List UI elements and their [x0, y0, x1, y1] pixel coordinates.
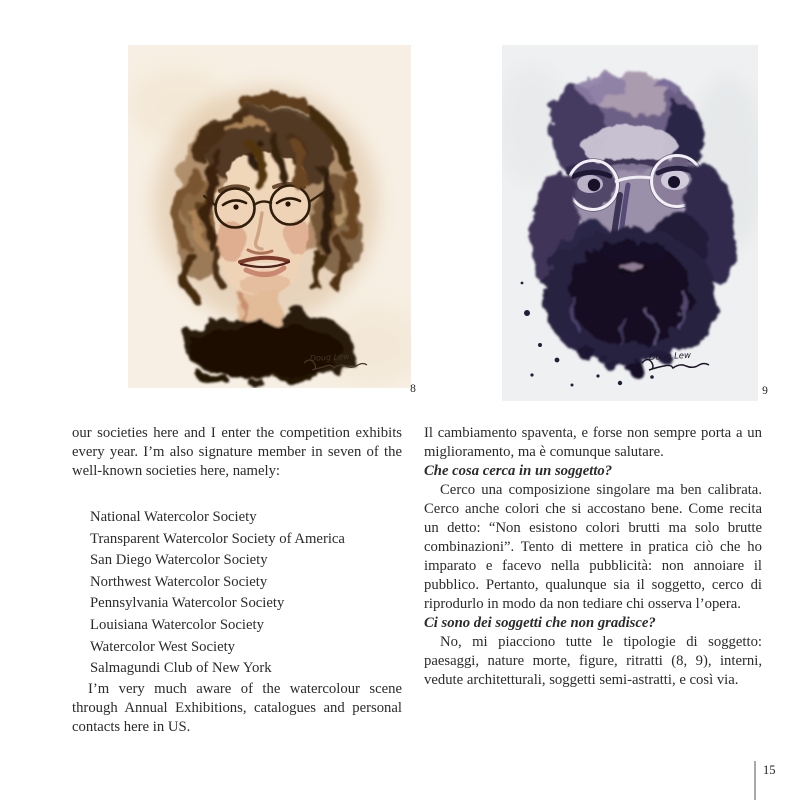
paragraph-change: Il cambiamento spaventa, e forse non sempre porta a un miglioramento, ma è comunque salutare.	[424, 425, 762, 460]
interview-question-2: Ci sono dei soggetti che non gradisce?	[424, 615, 656, 631]
page-number: 15	[763, 763, 776, 777]
paragraph-awareness: I’m very much aware of the watercolour scene through Annual Exhibitions, catalogues and personal contacts here in US.	[72, 680, 402, 735]
left-text-column	[72, 424, 402, 737]
watercolor-portrait-8	[128, 45, 411, 388]
list-item: Watercolor West Society	[90, 638, 236, 655]
list-item: Transparent Watercolor Society of America	[90, 530, 345, 547]
interview-answer-1: Cerco una composizione singolare ma ben calibrata. Cerco anche colori che si accostano bene. Come recita un detto: “Non esistono colori brutti ma solo brutte combinazioni”. Tento di mettere in pratica ciò che ho imparato e facevo nella pubblicità: non annoiare il pubblico. Pertanto, qualunque sia il soggetto, cerco di riprodurlo in modo da non tediare chi osserva l’opera.	[424, 482, 762, 612]
figure-8-painting	[128, 45, 411, 388]
watercolor-portrait-9	[502, 45, 758, 401]
interview-answer-2: No, mi piacciono tutte le tipologie di soggetto: paesaggi, nature morte, figure, ritratti (8, 9), interni, vedute architetturali, soggetti semi-astratti, e così via.	[424, 634, 762, 688]
svg-text:Doug Lew: Doug Lew	[648, 350, 692, 363]
list-item: Pennsylvania Watercolor Society	[90, 595, 285, 612]
list-item: National Watercolor Society	[90, 509, 257, 525]
paragraph-societies-intro: our societies here and I enter the competition exhibits every year. I’m also signature member in seven of the well-known societies here, namely:	[72, 425, 402, 479]
figure-9-painting	[502, 45, 758, 401]
list-item: Louisiana Watercolor Society	[90, 616, 264, 633]
figure-9-caption: 9	[762, 385, 768, 397]
folio-rule	[754, 761, 756, 800]
svg-text:Doug Lew: Doug Lew	[309, 351, 350, 363]
figure-8-caption: 8	[410, 383, 416, 395]
interview-question-1: Che cosa cerca in un soggetto?	[424, 463, 613, 479]
right-text-column	[424, 424, 762, 690]
list-item: Northwest Watercolor Society	[90, 573, 268, 590]
list-item: San Diego Watercolor Society	[90, 552, 268, 569]
list-item: Salmagundi Club of New York	[90, 660, 272, 677]
society-list	[90, 507, 402, 680]
